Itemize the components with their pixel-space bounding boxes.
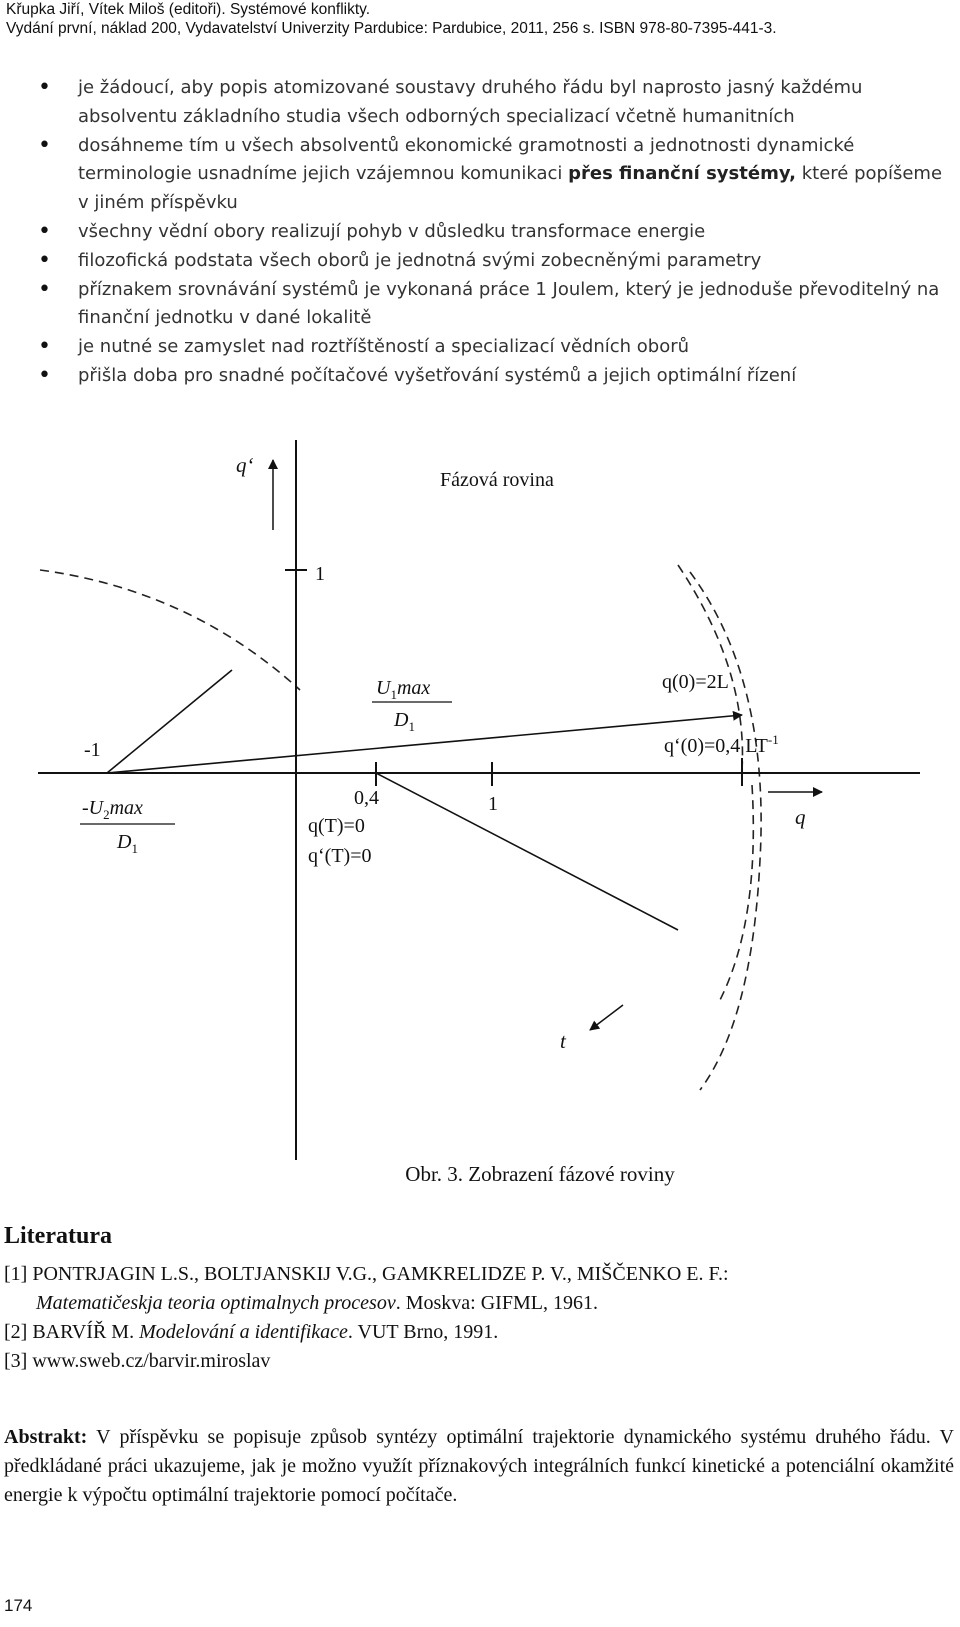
- qdot-zero-label: q‘(0)=0,4 $LT^{-1}$: [664, 732, 779, 757]
- bullet-item: • všechny vědní obory realizují pohyb v důsledku transformace energie: [38, 218, 943, 247]
- phase-plane-diagram: [0, 440, 960, 1160]
- trajectory-main: [107, 715, 742, 773]
- abstract: [4, 1423, 954, 1510]
- page-number: 174: [4, 1596, 33, 1615]
- bullet-item: • přišla doba pro snadné počítačové vyšetřování systémů a jejich optimální řízení: [38, 362, 943, 391]
- tick-label-y-one: 1: [315, 563, 325, 585]
- bullet-item: • filozofická podstata všech oborů je jednotná svými zobecněnými parametry: [38, 247, 943, 276]
- abstract-label: Abstrakt:: [4, 1426, 88, 1448]
- bullet-item: • je nutné se zamyslet nad roztříštěností a specializací vědních oborů: [38, 333, 943, 362]
- publication-header: [6, 0, 777, 38]
- u2-numerator: $-U_2\max$: [82, 797, 143, 822]
- tick-label-x-minus-one: -1: [84, 739, 101, 761]
- q-T-label: q(T)=0: [308, 815, 365, 837]
- abstract-text: V příspěvku se popisuje způsob syntézy optimální trajektorie dynamického systému druhého řádu. V předkládané práci ukazujeme, jak je možno využít příznakových integrálních funkcí kinetické a potenciální okamžité energie k výpočtu optimální trajektorie pomocí počítače.: [4, 1426, 954, 1506]
- trajectory-descent: [376, 773, 678, 930]
- q-axis-label: q: [795, 805, 806, 829]
- references-title: Literatura: [4, 1223, 112, 1249]
- t-label: t: [560, 1029, 566, 1053]
- bullet-list: [38, 74, 943, 391]
- reference-item: [2] BARVÍŘ M. Modelování a identifikace. VUT Brno, 1991.: [4, 1321, 499, 1343]
- dashed-arc-left: [40, 570, 300, 690]
- u1-numerator: $U_1\max$: [376, 677, 431, 702]
- header-line-2: Vydání první, náklad 200, Vydavatelství Univerzity Pardubice: Pardubice, 2011, 256 s. ISBN 978-80-7395-441-3.: [6, 20, 777, 37]
- figure-caption: Obr. 3. Zobrazení fázové roviny: [405, 1162, 675, 1186]
- bullet-item: • příznakem srovnávání systémů je vykonaná práce 1 Joulem, který je jednoduše převoditelný na finanční jednotku v dané lokalitě: [38, 276, 943, 334]
- u2-denominator: $D_1$: [117, 831, 138, 856]
- tick-label-x-one: 1: [488, 793, 498, 815]
- references-list: [4, 1260, 954, 1376]
- reference-item: [1] PONTRJAGIN L.S., BOLTJANSKIJ V.G., GAMKRELIDZE P. V., MIŠČENKO E. F.:: [4, 1263, 729, 1285]
- reference-item: [3] www.sweb.cz/barvir.miroslav: [4, 1350, 271, 1372]
- diagram-title: Fázová rovina: [440, 469, 554, 491]
- u1-denominator: $D_1$: [394, 709, 415, 734]
- reference-item-continuation: Matematičeskja teoria optimalnych procesov. Moskva: GIFML, 1961.: [36, 1292, 598, 1314]
- t-arrow-icon: [590, 1005, 623, 1030]
- qdot-axis-label: q‘: [236, 453, 254, 477]
- q-zero-label: q(0)=2L: [662, 671, 729, 693]
- tick-label-x-point4: 0,4: [354, 787, 379, 809]
- header-line-1: Křupka Jiří, Vítek Miloš (editoři). Systémové konflikty.: [6, 1, 371, 18]
- bullet-item: • dosáhneme tím u všech absolventů ekonomické gramotnosti a jednotnosti dynamické terminologie usnadníme jejich vzájemnou komunikaci přes finanční systémy, které popíšeme v jiném příspěvku: [38, 132, 943, 218]
- bullet-item: • je žádoucí, aby popis atomizované soustavy druhého řádu byl naprosto jasný každému absolventu základního studia všech odborných specializací včetně humanitních: [38, 74, 943, 132]
- dashed-arc-right-outer: [690, 572, 761, 1090]
- qdot-T-label: q‘(T)=0: [308, 845, 372, 867]
- trajectory-upper-left: [107, 670, 232, 773]
